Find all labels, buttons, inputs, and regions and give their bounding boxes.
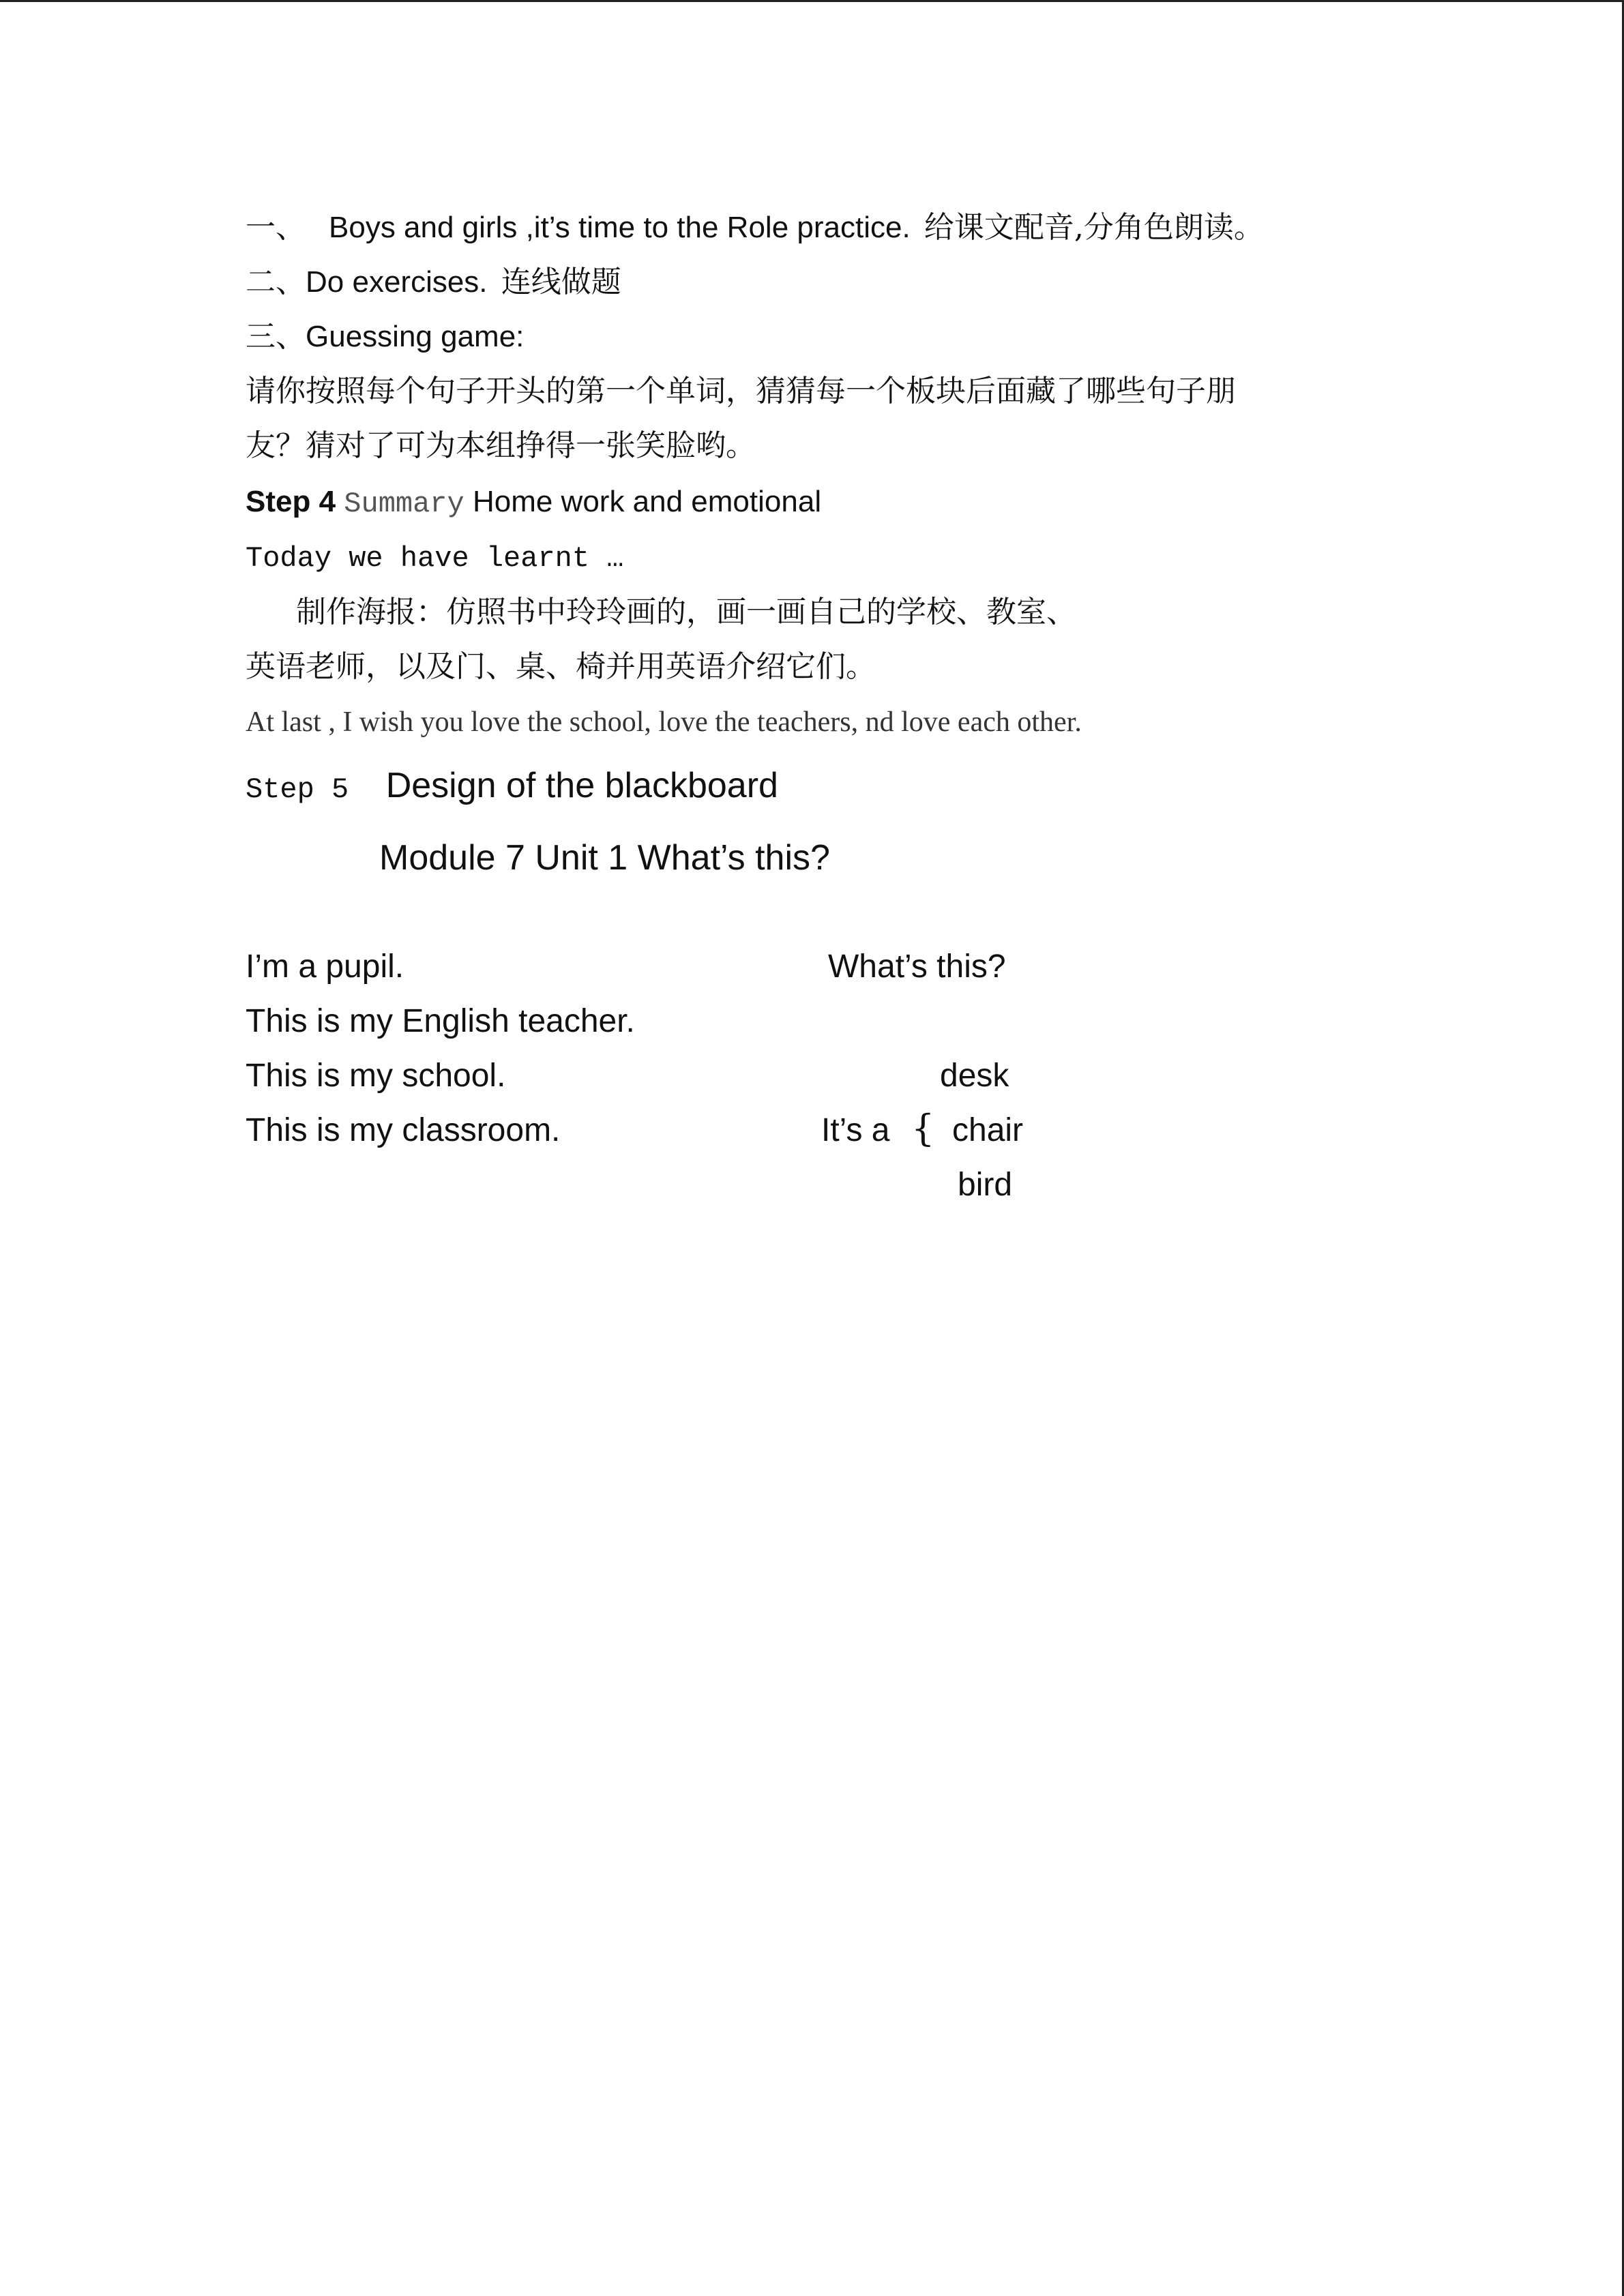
item-1-english: Boys and girls ,it’s time to the Role practice. [329, 211, 911, 244]
blackboard-answer-prefix: It’s a [821, 1112, 890, 1148]
item-2-chinese: 连线做题 [501, 265, 621, 299]
poster-line-2: 英语老师，以及门、桌、椅并用英语介绍它们。 [246, 649, 876, 684]
today-line: Today we have learnt … [246, 542, 624, 575]
poster-line-1: 制作海报：仿照书中玲玲画的，画一画自己的学校、教室、 [296, 595, 1076, 629]
closing-line: At last , I wish you love the school, love the teachers, nd love each other. [246, 706, 1082, 738]
step-5-label: Step 5 [246, 773, 349, 806]
blackboard-question: What’s this? [828, 949, 1006, 985]
blackboard-module-title: Module 7 Unit 1 What’s this? [379, 838, 830, 878]
step-4-heading [246, 487, 821, 518]
item-2-english: Do exercises. [306, 265, 488, 299]
item-3-english: Guessing game: [306, 320, 525, 353]
page-border-top [0, 0, 1624, 2]
blackboard-word-chair: chair [952, 1112, 1024, 1148]
item-1-chinese: 给课文配音,分角色朗读。 [924, 210, 1264, 245]
item-2 [246, 267, 621, 297]
item-3 [246, 319, 525, 354]
blackboard-sentence-2: This is my English teacher. [246, 1003, 635, 1039]
item-1-number: 一、 [246, 210, 306, 245]
blackboard-word-bird: bird [958, 1167, 1013, 1203]
guess-text-line-2: 友？猜对了可为本组挣得一张笑脸哟。 [246, 428, 756, 463]
item-3-number: 三、 [246, 319, 306, 354]
blackboard-word-desk: desk [940, 1058, 1009, 1094]
blackboard-brace: { [911, 1107, 935, 1150]
blackboard-sentence-4: This is my classroom. [246, 1112, 561, 1148]
step-4-summary: Summary [344, 488, 464, 520]
step-5-title: Design of the blackboard [385, 766, 778, 805]
item-1 [246, 210, 1264, 245]
blackboard-sentence-3: This is my school. [246, 1058, 506, 1094]
step-4-label: Step 4 [246, 485, 336, 518]
step-5-heading [246, 768, 778, 804]
item-2-number: 二、 [246, 265, 306, 299]
guess-text-line-1: 请你按照每个句子开头的第一个单词，猜猜每一个板块后面藏了哪些句子朋 [246, 374, 1236, 408]
step-4-rest: Home work and emotional [472, 485, 822, 518]
blackboard-sentence-1: I’m a pupil. [246, 949, 404, 985]
